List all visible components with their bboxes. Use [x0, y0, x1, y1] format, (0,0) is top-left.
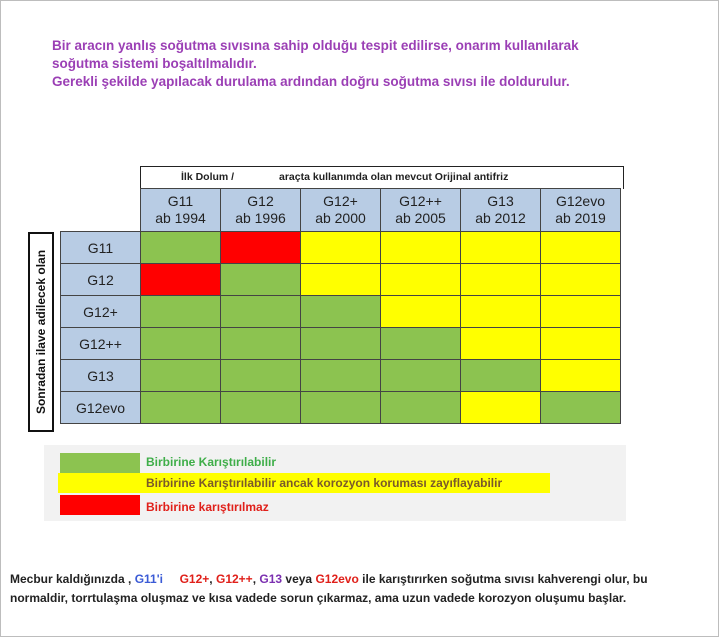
intro-line-1: Bir aracın yanlış soğutma sıvısına sahip olduğu tespit edilirse, onarım kullanılarak [52, 38, 579, 53]
compat-cell-red [221, 232, 301, 264]
table-row [61, 296, 621, 328]
intro-text [52, 37, 692, 91]
row-header: G12+ [61, 296, 141, 328]
compat-cell-green [141, 296, 221, 328]
compat-cell-green [141, 360, 221, 392]
table-row [61, 328, 621, 360]
table-row [61, 264, 621, 296]
intro-line-3: Gerekli şekilde yapılacak durulama ardından doğru soğutma sıvısı ile doldurulur. [52, 74, 570, 89]
compat-cell-yellow [541, 296, 621, 328]
side-label: Sonradan ilave adilecek olan [34, 249, 48, 415]
header-caption [140, 166, 624, 189]
compat-cell-green [221, 360, 301, 392]
compat-cell-yellow [461, 264, 541, 296]
table-row [61, 392, 621, 424]
compat-cell-green [301, 392, 381, 424]
compat-cell-yellow [541, 232, 621, 264]
compat-cell-green [141, 328, 221, 360]
legend-label-yellow: Birbirine Karıştırılabilir ancak korozyon koruması zayıflayabilir [146, 476, 503, 490]
compat-cell-green [221, 328, 301, 360]
compat-cell-yellow [461, 232, 541, 264]
compat-cell-yellow [301, 264, 381, 296]
row-header: G12++ [61, 328, 141, 360]
table-corner [61, 189, 141, 232]
footer-line-2: normaldir, torrtulaşma oluşmaz ve kısa vadede sorun çıkarmaz, ama uzun vadede korozyon oluşumu başlar. [10, 591, 627, 605]
compat-cell-green [381, 328, 461, 360]
row-header: G12evo [61, 392, 141, 424]
compat-cell-green [141, 232, 221, 264]
compat-cell-green [221, 296, 301, 328]
table-row [61, 232, 621, 264]
intro-line-2: soğutma sistemi boşaltılmalıdır. [52, 56, 257, 71]
column-header: G12evo ab 2019 [541, 189, 621, 232]
compat-cell-green [301, 360, 381, 392]
table-row [61, 360, 621, 392]
compat-cell-yellow [381, 264, 461, 296]
column-header: G12 ab 1996 [221, 189, 301, 232]
compat-cell-green [541, 392, 621, 424]
table-body [61, 232, 621, 424]
compat-cell-green [301, 296, 381, 328]
compat-cell-green [221, 392, 301, 424]
column-header: G12+ ab 2000 [301, 189, 381, 232]
compat-cell-green [141, 392, 221, 424]
side-label-box [28, 232, 54, 432]
compatibility-table [60, 188, 621, 424]
row-header: G11 [61, 232, 141, 264]
compat-cell-yellow [381, 232, 461, 264]
column-header: G12++ ab 2005 [381, 189, 461, 232]
legend-label-red: Birbirine karıştırılmaz [146, 500, 269, 514]
compat-cell-yellow [461, 328, 541, 360]
header-caption-left: İlk Dolum / [181, 171, 235, 183]
compat-cell-green [301, 328, 381, 360]
header-caption-right: araçta kullanımda olan mevcut Orijinal antifriz [279, 171, 509, 183]
compat-cell-yellow [541, 264, 621, 296]
compat-cell-green [381, 392, 461, 424]
compat-cell-yellow [461, 296, 541, 328]
compat-cell-yellow [541, 360, 621, 392]
compat-cell-green [221, 264, 301, 296]
row-header: G12 [61, 264, 141, 296]
row-header: G13 [61, 360, 141, 392]
column-header-row [61, 189, 621, 232]
compat-cell-green [381, 360, 461, 392]
compat-cell-yellow [541, 328, 621, 360]
footer-line-1: Mecbur kaldığınızda , G11'i G12+, G12++, G13 veya G12evo ile karıştırırken soğutma sıvısı kahverengi olur, bu [10, 572, 648, 586]
legend [44, 445, 626, 521]
footer-note [10, 570, 710, 608]
column-header: G11 ab 1994 [141, 189, 221, 232]
compat-cell-yellow [301, 232, 381, 264]
compat-cell-yellow [461, 392, 541, 424]
compat-cell-yellow [381, 296, 461, 328]
legend-swatch-red [60, 495, 140, 515]
legend-label-green: Birbirine Karıştırılabilir [146, 455, 277, 469]
compatibility-table-wrap [60, 188, 621, 424]
legend-swatch-green [60, 453, 140, 473]
column-header: G13 ab 2012 [461, 189, 541, 232]
compat-cell-red [141, 264, 221, 296]
compat-cell-green [461, 360, 541, 392]
